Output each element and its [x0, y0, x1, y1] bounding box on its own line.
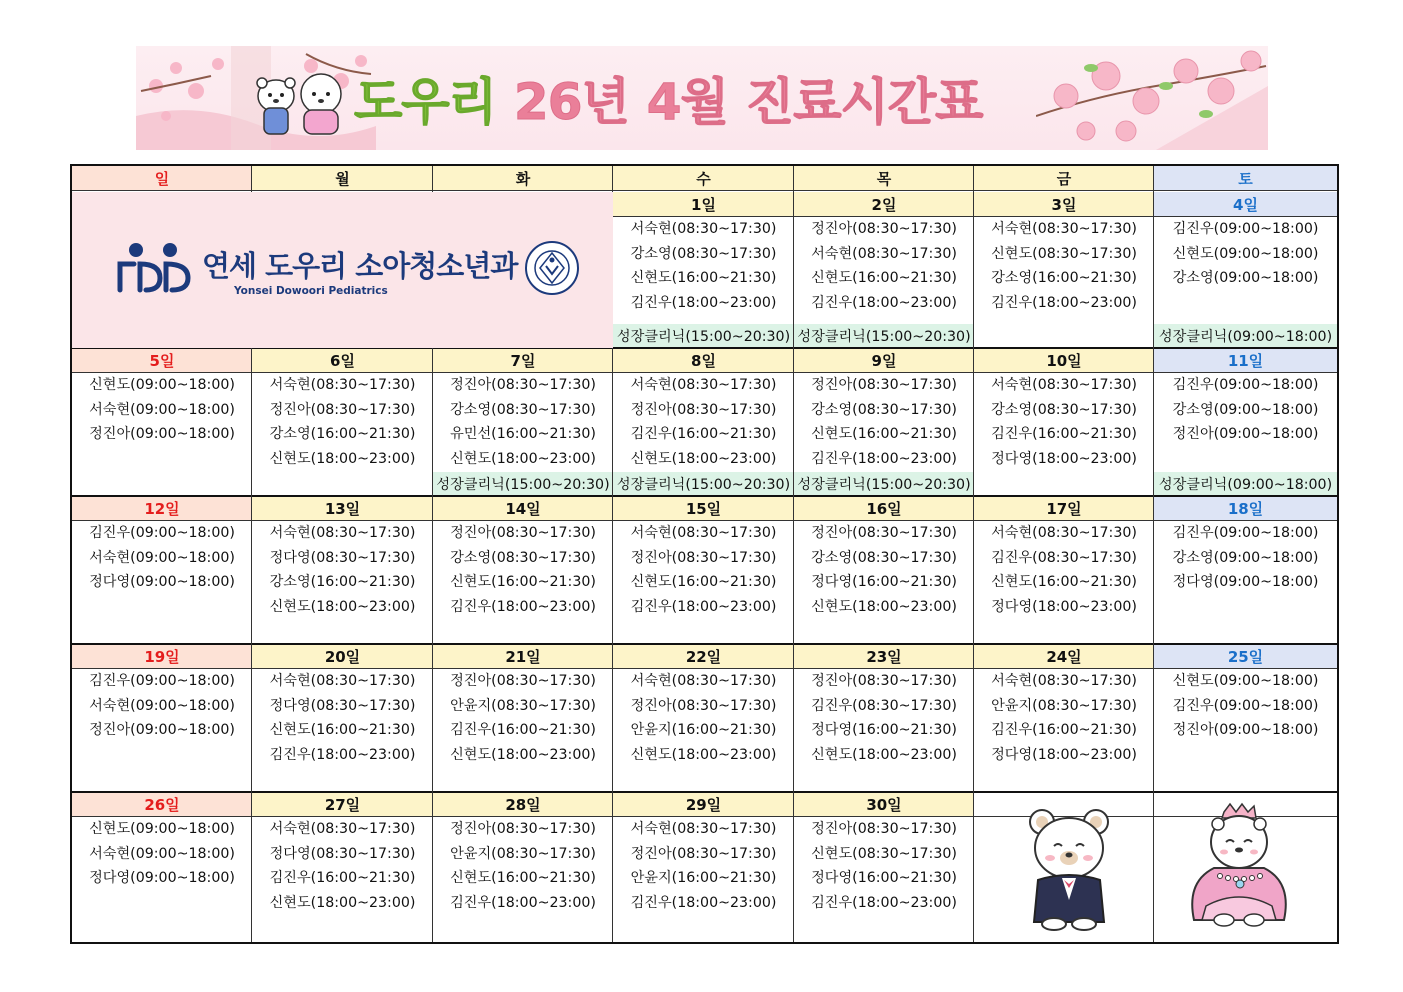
title-part-month: 4월	[646, 73, 728, 131]
doctor-shift-entry: 신현도(18:00~23:00)	[450, 746, 596, 763]
weekday-header: 화	[433, 166, 613, 190]
doctor-shift-entry: 강소영(08:30~17:30)	[450, 549, 596, 566]
doctor-shift-entry: 신현도(08:30~17:30)	[811, 845, 957, 862]
doctor-shift-entry: 김진우(16:00~21:30)	[991, 426, 1137, 443]
title-banner	[136, 46, 1268, 150]
doctor-shift-entry: 정진아(08:30~17:30)	[630, 549, 777, 566]
doctor-shift-entry: 김진우(18:00~23:00)	[991, 294, 1137, 311]
doctor-shift-entry: 서숙현(08:30~17:30)	[269, 673, 416, 689]
clinic-name-korean: 연세 도우리 소아청소년과	[202, 249, 518, 283]
doctor-shift-entry: 신현도(18:00~23:00)	[269, 598, 416, 615]
doctor-shift-entry: 정다영(16:00~21:30)	[811, 722, 957, 739]
doctor-shift-entry: 신현도(09:00~18:00)	[1172, 245, 1319, 262]
doctor-schedule-list	[613, 373, 794, 471]
day-date-header: 28일	[433, 792, 613, 816]
doctor-shift-entry: 신현도(16:00~21:30)	[269, 722, 416, 739]
doctor-shift-entry: 김진우(09:00~18:00)	[89, 525, 235, 541]
doctor-shift-entry: 신현도(18:00~23:00)	[811, 746, 957, 763]
doctor-shift-entry: 정진아(08:30~17:30)	[450, 821, 596, 837]
doctor-shift-entry: 서숙현(08:30~17:30)	[811, 245, 957, 262]
doctor-shift-entry: 신현도(08:30~17:30)	[991, 245, 1137, 262]
doctor-shift-entry: 김진우(16:00~21:30)	[991, 722, 1137, 739]
day-date-header: 19일	[72, 644, 252, 668]
day-date-header: 6일	[252, 348, 433, 372]
doctor-shift-entry: 강소영(08:30~17:30)	[811, 401, 957, 418]
doctor-shift-entry: 김진우(18:00~23:00)	[630, 598, 777, 615]
alpaca-character-pink	[301, 74, 341, 134]
doctor-schedule-list	[613, 817, 794, 915]
doctor-shift-entry: 강소영(08:30~17:30)	[991, 401, 1137, 418]
doctor-shift-entry: 정진아(08:30~17:30)	[450, 673, 596, 689]
grid-column-divider	[1153, 166, 1154, 942]
day-date-header: 10일	[974, 348, 1154, 372]
doctor-shift-entry: 김진우(18:00~23:00)	[630, 294, 777, 311]
doctor-shift-entry: 정다영(18:00~23:00)	[991, 450, 1137, 467]
day-date-header: 12일	[72, 496, 252, 520]
doctor-shift-entry: 정진아(09:00~18:00)	[89, 426, 235, 443]
doctor-shift-entry: 신현도(18:00~23:00)	[630, 450, 777, 467]
grid-row-divider	[72, 668, 1337, 669]
doctor-shift-entry: 서숙현(08:30~17:30)	[991, 377, 1137, 393]
doctor-schedule-list	[794, 373, 974, 471]
doctor-shift-entry: 안윤지(08:30~17:30)	[991, 697, 1137, 714]
doctor-shift-entry: 신현도(16:00~21:30)	[811, 426, 957, 443]
weekday-header: 토	[1154, 166, 1337, 190]
doctor-shift-entry: 김진우(18:00~23:00)	[450, 894, 596, 911]
growth-clinic-shift: 성장클리닉(15:00~20:30)	[613, 472, 794, 496]
doctor-shift-entry: 정다영(08:30~17:30)	[269, 697, 416, 714]
doctor-schedule-list	[72, 669, 252, 743]
doctor-shift-entry: 정진아(08:30~17:30)	[269, 401, 416, 418]
day-date-header: 16일	[794, 496, 974, 520]
doctor-shift-entry: 신현도(09:00~18:00)	[1172, 673, 1319, 689]
weekday-header: 수	[613, 166, 794, 190]
doctor-shift-entry: 정진아(08:30~17:30)	[811, 821, 957, 837]
doctor-shift-entry: 신현도(16:00~21:30)	[630, 270, 777, 287]
doctor-shift-entry: 정다영(16:00~21:30)	[811, 574, 957, 591]
doctor-schedule-list	[252, 373, 433, 471]
doctor-schedule-list	[794, 217, 974, 315]
doctor-shift-entry: 강소영(09:00~18:00)	[1172, 270, 1319, 287]
growth-clinic-shift: 성장클리닉(09:00~18:00)	[1154, 472, 1337, 496]
day-date-header: 1일	[613, 192, 794, 216]
doctor-schedule-list	[794, 521, 974, 619]
doctor-shift-entry: 김진우(08:30~17:30)	[991, 549, 1137, 566]
doctor-shift-entry: 서숙현(08:30~17:30)	[269, 525, 416, 541]
doctor-shift-entry: 정진아(08:30~17:30)	[811, 221, 957, 237]
doctor-shift-entry: 김진우(08:30~17:30)	[811, 697, 957, 714]
doctor-shift-entry: 신현도(16:00~21:30)	[991, 574, 1137, 591]
doctor-shift-entry: 강소영(16:00~21:30)	[269, 426, 416, 443]
doctor-shift-entry: 정다영(09:00~18:00)	[1172, 574, 1319, 591]
doctor-shift-entry: 정진아(08:30~17:30)	[450, 525, 596, 541]
doctor-schedule-list	[252, 521, 433, 619]
day-date-header: 18일	[1154, 496, 1337, 520]
doctor-schedule-list	[252, 817, 433, 915]
doctor-shift-entry: 신현도(18:00~23:00)	[450, 450, 596, 467]
doctor-shift-entry: 서숙현(09:00~18:00)	[89, 549, 235, 566]
yonsei-university-seal-icon	[524, 240, 580, 296]
doctor-schedule-list	[613, 669, 794, 767]
doctor-schedule-list	[1154, 217, 1337, 291]
doctor-shift-entry: 신현도(16:00~21:30)	[630, 574, 777, 591]
grid-row-divider	[72, 816, 1337, 817]
doctor-shift-entry: 정진아(08:30~17:30)	[811, 377, 957, 393]
doctor-schedule-list	[794, 817, 974, 915]
doctor-schedule-list	[72, 521, 252, 595]
day-date-header: 11일	[1154, 348, 1337, 372]
day-date-header: 26일	[72, 792, 252, 816]
doctor-schedule-list	[794, 669, 974, 767]
page-title	[354, 68, 983, 131]
doctor-shift-entry: 서숙현(08:30~17:30)	[630, 525, 777, 541]
doctor-shift-entry: 서숙현(09:00~18:00)	[89, 845, 235, 862]
alpaca-in-dress-illustration	[1184, 802, 1294, 932]
doctor-shift-entry: 서숙현(08:30~17:30)	[991, 221, 1137, 237]
day-date-header: 5일	[72, 348, 252, 372]
day-date-header: 21일	[433, 644, 613, 668]
grid-row-divider	[72, 372, 1337, 373]
doctor-shift-entry: 안윤지(16:00~21:30)	[630, 870, 777, 887]
doctor-shift-entry: 서숙현(08:30~17:30)	[630, 221, 777, 237]
day-date-header: 24일	[974, 644, 1154, 668]
doctor-schedule-list	[974, 373, 1154, 471]
bear-in-suit-illustration	[1024, 800, 1114, 932]
day-date-header: 30일	[794, 792, 974, 816]
doctor-schedule-list	[72, 817, 252, 891]
doctor-shift-entry: 강소영(08:30~17:30)	[630, 245, 777, 262]
doctor-shift-entry: 신현도(16:00~21:30)	[450, 870, 596, 887]
doctor-shift-entry: 김진우(16:00~21:30)	[630, 426, 777, 443]
doctor-shift-entry: 신현도(18:00~23:00)	[811, 598, 957, 615]
doctor-shift-entry: 안윤지(08:30~17:30)	[450, 845, 596, 862]
doctor-shift-entry: 정진아(08:30~17:30)	[450, 377, 596, 393]
doctor-shift-entry: 서숙현(08:30~17:30)	[269, 821, 416, 837]
weekday-header: 월	[252, 166, 433, 190]
doctor-shift-entry: 정진아(08:30~17:30)	[630, 401, 777, 418]
doctor-shift-entry: 김진우(18:00~23:00)	[450, 598, 596, 615]
weekday-header: 일	[72, 166, 252, 190]
day-date-header: 27일	[252, 792, 433, 816]
doctor-schedule-list	[1154, 669, 1337, 743]
doctor-shift-entry: 신현도(16:00~21:30)	[811, 270, 957, 287]
doctor-shift-entry: 강소영(08:30~17:30)	[450, 401, 596, 418]
day-date-header: 13일	[252, 496, 433, 520]
doctor-shift-entry: 정다영(18:00~23:00)	[991, 598, 1137, 615]
doctor-shift-entry: 강소영(08:30~17:30)	[811, 549, 957, 566]
doctor-schedule-list	[252, 669, 433, 767]
growth-clinic-shift: 성장클리닉(15:00~20:30)	[794, 324, 974, 348]
doctor-shift-entry: 정다영(08:30~17:30)	[269, 845, 416, 862]
doctor-shift-entry: 김진우(09:00~18:00)	[1172, 221, 1319, 237]
doctor-shift-entry: 김진우(18:00~23:00)	[811, 894, 957, 911]
doctor-shift-entry: 정진아(08:30~17:30)	[811, 525, 957, 541]
grid-row-divider	[72, 520, 1337, 521]
schedule-calendar	[70, 164, 1339, 944]
weekday-header: 목	[794, 166, 974, 190]
doctor-shift-entry: 정다영(08:30~17:30)	[269, 549, 416, 566]
doctor-shift-entry: 정다영(18:00~23:00)	[991, 746, 1137, 763]
doctor-shift-entry: 안윤지(08:30~17:30)	[450, 697, 596, 714]
doctor-shift-entry: 서숙현(08:30~17:30)	[991, 525, 1137, 541]
doctor-shift-entry: 정다영(09:00~18:00)	[89, 870, 235, 887]
growth-clinic-shift: 성장클리닉(09:00~18:00)	[1154, 324, 1337, 348]
doctor-shift-entry: 서숙현(08:30~17:30)	[630, 673, 777, 689]
doctor-schedule-list	[433, 521, 613, 619]
doctor-schedule-list	[1154, 521, 1337, 595]
day-date-header: 22일	[613, 644, 794, 668]
day-date-header: 3일	[974, 192, 1154, 216]
cherry-blossom-right-illustration	[1036, 46, 1268, 150]
doctor-shift-entry: 강소영(09:00~18:00)	[1172, 549, 1319, 566]
growth-clinic-shift: 성장클리닉(15:00~20:30)	[794, 472, 974, 496]
doctor-shift-entry: 신현도(16:00~21:30)	[450, 574, 596, 591]
doctor-shift-entry: 김진우(18:00~23:00)	[811, 450, 957, 467]
doctor-shift-entry: 김진우(16:00~21:30)	[269, 870, 416, 887]
cherry-blossom-left-illustration	[136, 46, 376, 150]
doctor-shift-entry: 신현도(09:00~18:00)	[89, 821, 235, 837]
doctor-shift-entry: 김진우(09:00~18:00)	[1172, 525, 1319, 541]
clinic-logo-mark-icon	[116, 238, 194, 294]
clinic-logo-cell	[72, 192, 613, 348]
day-date-header: 7일	[433, 348, 613, 372]
grid-column-divider	[973, 166, 974, 942]
doctor-schedule-list	[613, 217, 794, 315]
doctor-shift-entry: 정진아(09:00~18:00)	[89, 722, 235, 739]
doctor-shift-entry: 정진아(09:00~18:00)	[1172, 426, 1319, 443]
doctor-schedule-list	[433, 817, 613, 915]
doctor-shift-entry: 김진우(18:00~23:00)	[630, 894, 777, 911]
grid-row-divider	[72, 495, 1337, 497]
growth-clinic-shift: 성장클리닉(15:00~20:30)	[613, 324, 794, 348]
title-part-year: 26년	[513, 73, 629, 131]
doctor-shift-entry: 서숙현(08:30~17:30)	[991, 673, 1137, 689]
clinic-name-english: Yonsei Dowoori Pediatrics	[234, 285, 388, 297]
doctor-schedule-list	[974, 521, 1154, 619]
doctor-shift-entry: 강소영(16:00~21:30)	[991, 270, 1137, 287]
title-part-schedule: 진료시간표	[745, 73, 983, 131]
day-date-header: 29일	[613, 792, 794, 816]
doctor-schedule-list	[1154, 373, 1337, 447]
day-date-header: 23일	[794, 644, 974, 668]
day-date-header: 9일	[794, 348, 974, 372]
day-date-header: 17일	[974, 496, 1154, 520]
day-date-header: 15일	[613, 496, 794, 520]
grid-column-divider	[793, 166, 794, 942]
doctor-shift-entry: 신현도(18:00~23:00)	[269, 450, 416, 467]
doctor-shift-entry: 서숙현(08:30~17:30)	[630, 377, 777, 393]
doctor-shift-entry: 김진우(18:00~23:00)	[811, 294, 957, 311]
doctor-shift-entry: 유민선(16:00~21:30)	[450, 426, 596, 443]
doctor-shift-entry: 서숙현(09:00~18:00)	[89, 401, 235, 418]
doctor-shift-entry: 김진우(09:00~18:00)	[1172, 377, 1319, 393]
doctor-shift-entry: 강소영(09:00~18:00)	[1172, 401, 1319, 418]
doctor-shift-entry: 정진아(08:30~17:30)	[811, 673, 957, 689]
day-date-header: 20일	[252, 644, 433, 668]
doctor-shift-entry: 신현도(18:00~23:00)	[630, 746, 777, 763]
growth-clinic-shift: 성장클리닉(15:00~20:30)	[433, 472, 613, 496]
doctor-shift-entry: 김진우(09:00~18:00)	[1172, 697, 1319, 714]
doctor-schedule-list	[72, 373, 252, 447]
doctor-shift-entry: 강소영(16:00~21:30)	[269, 574, 416, 591]
doctor-shift-entry: 김진우(09:00~18:00)	[89, 673, 235, 689]
weekday-header: 금	[974, 166, 1154, 190]
doctor-shift-entry: 정진아(08:30~17:30)	[630, 845, 777, 862]
doctor-shift-entry: 정진아(09:00~18:00)	[1172, 722, 1319, 739]
doctor-schedule-list	[433, 373, 613, 471]
doctor-shift-entry: 서숙현(09:00~18:00)	[89, 697, 235, 714]
day-date-header: 8일	[613, 348, 794, 372]
day-date-header: 4일	[1154, 192, 1337, 216]
doctor-schedule-list	[974, 217, 1154, 315]
grid-row-divider	[72, 791, 1337, 793]
doctor-shift-entry: 김진우(16:00~21:30)	[450, 722, 596, 739]
doctor-shift-entry: 정다영(09:00~18:00)	[89, 574, 235, 591]
doctor-shift-entry: 신현도(18:00~23:00)	[269, 894, 416, 911]
doctor-shift-entry: 김진우(18:00~23:00)	[269, 746, 416, 763]
grid-row-divider	[72, 190, 1337, 191]
title-part-name: 도우리	[354, 73, 496, 131]
doctor-shift-entry: 신현도(09:00~18:00)	[89, 377, 235, 393]
doctor-shift-entry: 서숙현(08:30~17:30)	[630, 821, 777, 837]
doctor-shift-entry: 안윤지(16:00~21:30)	[630, 722, 777, 739]
doctor-shift-entry: 정진아(08:30~17:30)	[630, 697, 777, 714]
doctor-shift-entry: 서숙현(08:30~17:30)	[269, 377, 416, 393]
grid-row-divider	[72, 643, 1337, 645]
doctor-schedule-list	[974, 669, 1154, 767]
day-date-header: 14일	[433, 496, 613, 520]
doctor-schedule-list	[433, 669, 613, 767]
day-date-header: 25일	[1154, 644, 1337, 668]
day-date-header: 2일	[794, 192, 974, 216]
doctor-schedule-list	[613, 521, 794, 619]
doctor-shift-entry: 정다영(16:00~21:30)	[811, 870, 957, 887]
